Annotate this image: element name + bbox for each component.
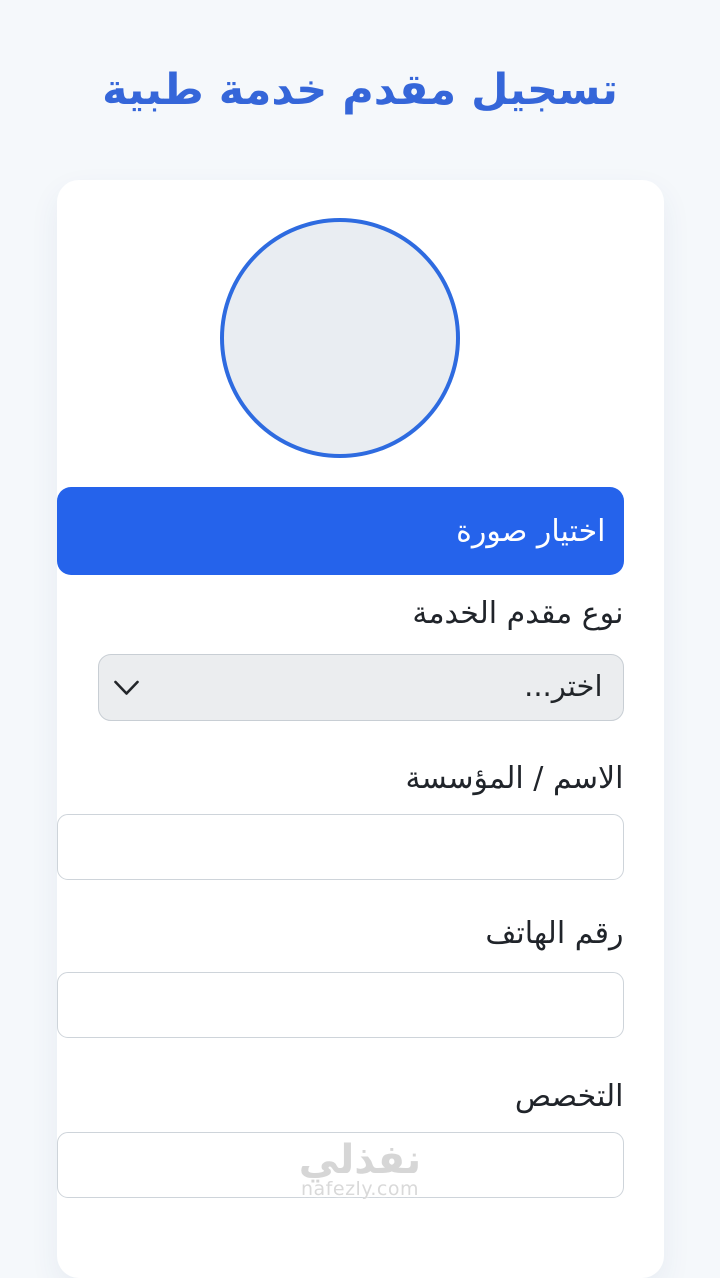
- specialty-label: التخصص: [514, 1079, 624, 1114]
- choose-image-button[interactable]: اختيار صورة: [57, 487, 624, 575]
- avatar-row: [57, 218, 624, 462]
- phone-number-input[interactable]: [57, 972, 624, 1038]
- provider-type-select[interactable]: [98, 654, 624, 721]
- avatar-placeholder-circle[interactable]: [220, 218, 460, 458]
- provider-type-label: نوع مقدم الخدمة: [412, 596, 624, 631]
- name-institution-input[interactable]: [57, 814, 624, 880]
- phone-number-label: رقم الهاتف: [485, 916, 624, 951]
- name-institution-label: الاسم / المؤسسة: [405, 761, 624, 796]
- watermark-arabic-logo: نفذلي: [298, 1137, 422, 1183]
- provider-type-select-value: اختر...: [524, 669, 603, 703]
- specialty-input[interactable]: [57, 1132, 624, 1198]
- chevron-down-icon: [113, 679, 140, 696]
- registration-card: [57, 180, 664, 1278]
- watermark-domain: nafezly.com: [301, 1178, 419, 1200]
- page-title: تسجيل مقدم خدمة طبية: [102, 65, 618, 115]
